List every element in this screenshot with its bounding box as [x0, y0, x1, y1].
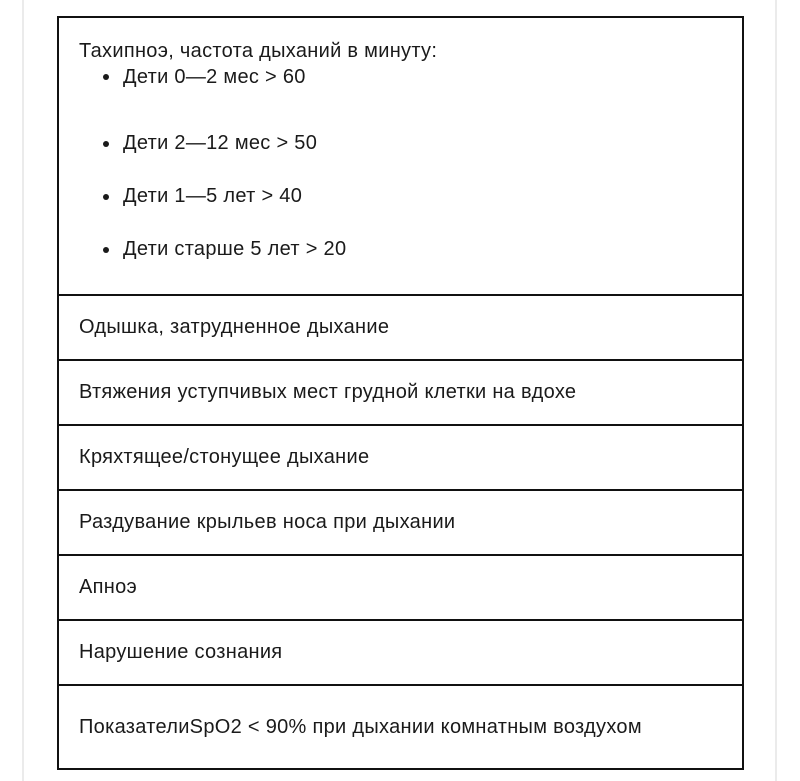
table-cell-text: Апноэ: [79, 576, 138, 598]
tachypnea-intro: Тахипноэ, частота дыханий в минуту:: [79, 40, 438, 62]
table-row-tachypnea: [59, 18, 742, 296]
page-edge-left: [22, 0, 24, 781]
table-row-spo2: [59, 686, 742, 770]
table-cell-text: Раздувание крыльев носа при дыхании: [79, 511, 456, 533]
table-cell-text: Кряхтящее/стонущее дыхание: [79, 446, 370, 468]
table-row: [59, 361, 742, 426]
table-row: [59, 426, 742, 491]
bullet-icon: [103, 247, 109, 253]
list-item-text: Дети 0—2 мес > 60: [123, 65, 306, 88]
table-row: [59, 491, 742, 556]
list-item-text: Дети 2—12 мес > 50: [123, 132, 318, 154]
spo2-text: ПоказателиSpO2 < 90% при дыхании комнатным воздухом: [79, 716, 642, 738]
symptoms-table: [57, 16, 744, 770]
table-cell-text: Втяжения уступчивых мест грудной клетки на вдохе: [79, 381, 577, 403]
table-row: [59, 621, 742, 686]
list-item: [79, 223, 722, 276]
bullet-icon: [103, 74, 109, 80]
bullet-icon: [103, 141, 109, 147]
list-item: [79, 64, 722, 90]
list-item: [79, 117, 722, 170]
list-item-text: Дети 1—5 лет > 40: [123, 185, 303, 207]
table-cell-text: Одышка, затрудненное дыхание: [79, 316, 390, 338]
tachypnea-list: [79, 64, 722, 276]
table-row: [59, 556, 742, 621]
page-edge-right: [775, 0, 777, 781]
table-row: [59, 296, 742, 361]
list-item-text: Дети старше 5 лет > 20: [123, 238, 347, 260]
list-item: [79, 170, 722, 223]
bullet-icon: [103, 194, 109, 200]
table-cell-text: Нарушение сознания: [79, 641, 283, 663]
cutoff-paragraph-fragment: [60, 768, 740, 781]
